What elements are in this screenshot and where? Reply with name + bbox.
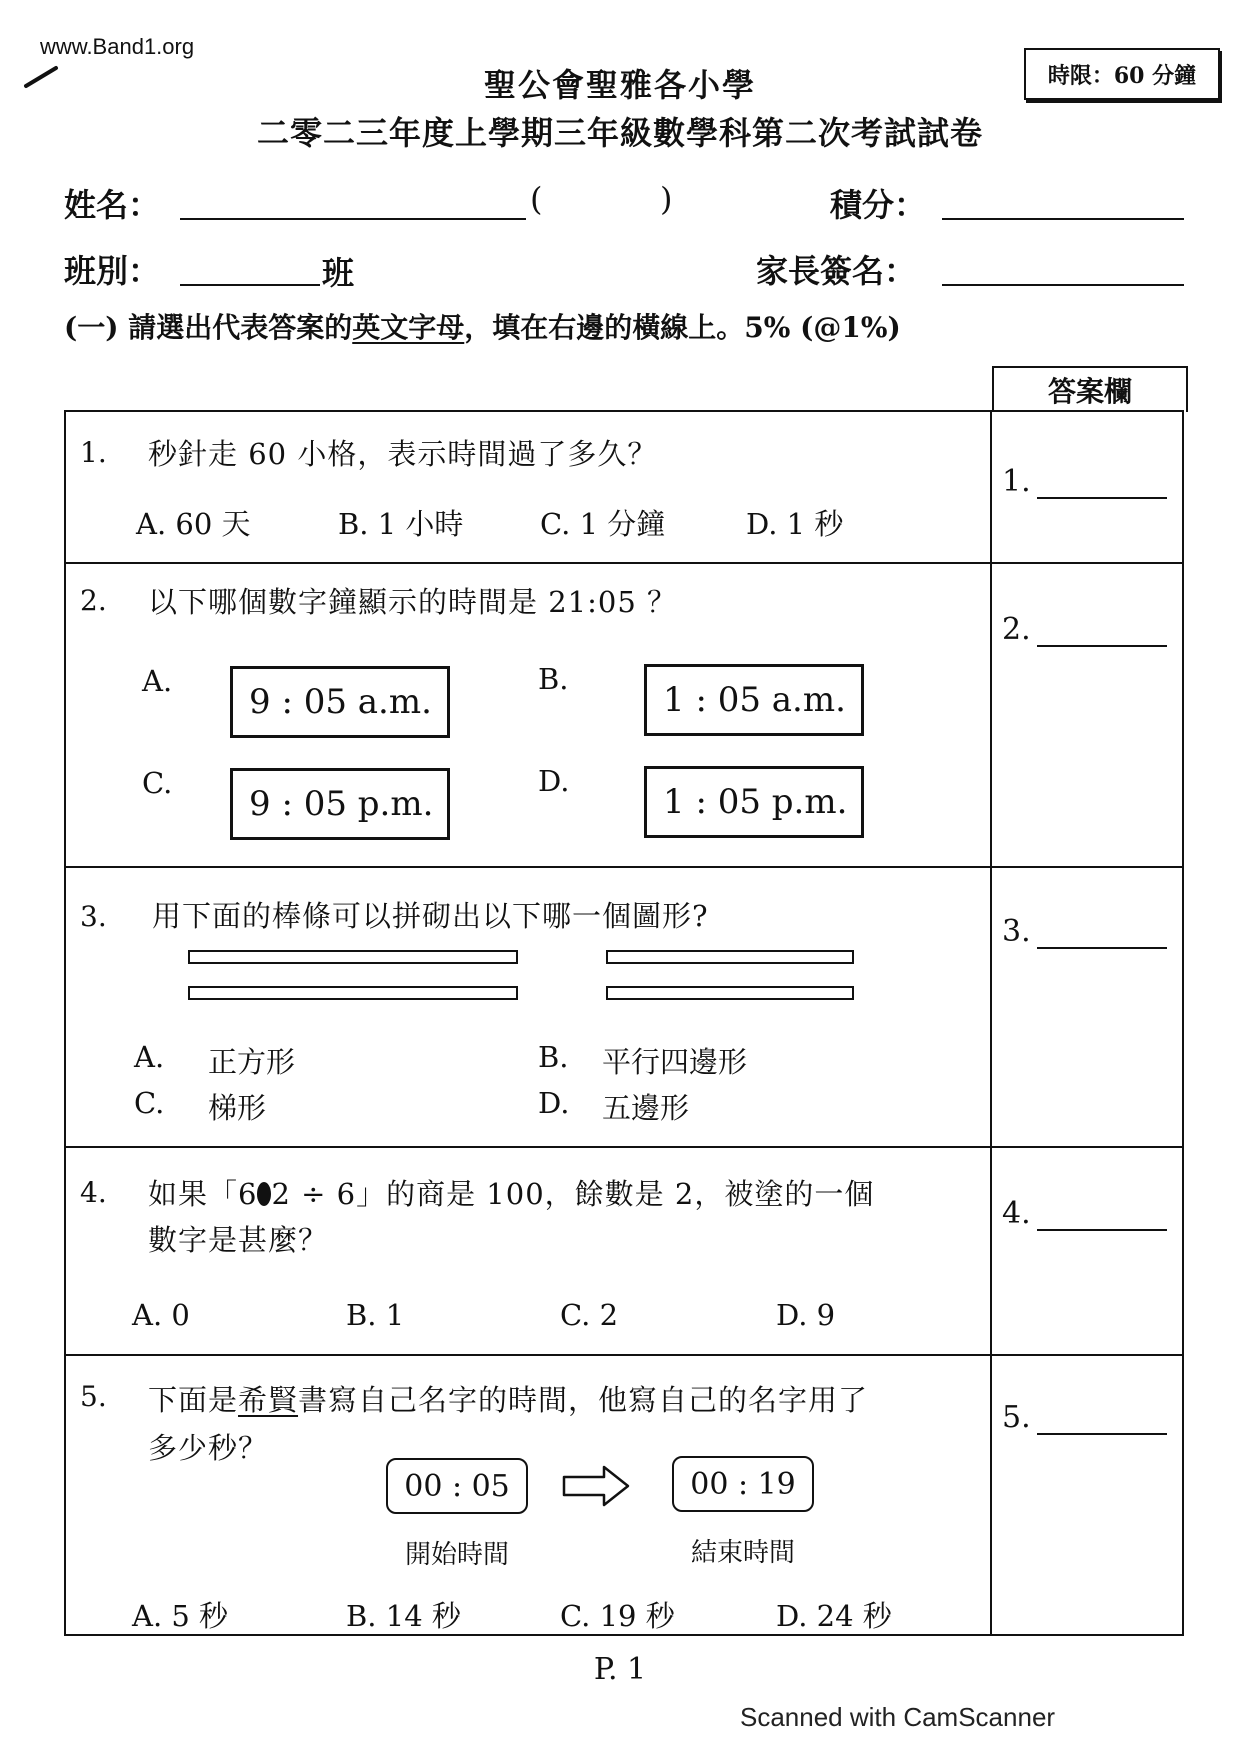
question-3-option-d: 五邊形: [602, 1091, 690, 1125]
time-limit-box: 時限：60 分鐘: [1024, 48, 1220, 100]
arrow-right-icon: [562, 1464, 632, 1508]
question-2-clock-b: 1 : 05 a.m.: [644, 664, 864, 736]
answer-column-header: 答案欄: [992, 366, 1188, 412]
question-5-option-a: A. 5 秒: [132, 1599, 229, 1633]
question-4-option-a: A. 0: [132, 1298, 190, 1332]
question-2-number: 2.: [80, 584, 107, 617]
start-time-display: 00 : 05: [386, 1458, 528, 1514]
page-number: P. 1: [593, 1652, 647, 1687]
watermark-site: www.Band1.org: [40, 34, 195, 59]
score-label: 積分：: [830, 186, 927, 224]
row-divider: [64, 562, 1184, 564]
answer-column-divider: [990, 410, 992, 1636]
question-4-number: 4.: [80, 1176, 107, 1209]
question-2-option-c-letter: C.: [142, 766, 173, 800]
answer-3-blank[interactable]: [1037, 919, 1167, 949]
question-3-option-a: 正方形: [208, 1045, 296, 1079]
question-5-option-d: D. 24 秒: [776, 1599, 892, 1633]
question-5-text-line2: 多少秒？: [148, 1431, 269, 1465]
question-1-option-c: C. 1 分鐘: [540, 507, 666, 541]
question-3-option-b: 平行四邊形: [602, 1045, 748, 1079]
answer-5-blank[interactable]: [1037, 1405, 1167, 1435]
class-number-paren-open: (: [530, 180, 543, 218]
question-2-option-a-letter: A.: [142, 664, 173, 698]
name-line[interactable]: [180, 218, 526, 220]
class-label: 班別：: [64, 252, 161, 290]
row-divider: [64, 1354, 1184, 1356]
question-1-text: 秒針走 60 小格，表示時間過了多久？: [148, 437, 658, 471]
question-2-clock-d: 1 : 05 p.m.: [644, 766, 864, 838]
class-number-paren-close: ): [660, 180, 673, 218]
answer-2[interactable]: 2.: [1002, 612, 1167, 647]
question-5-number: 5.: [80, 1380, 107, 1413]
question-2-clock-c: 9 : 05 p.m.: [230, 768, 450, 840]
question-3-option-c-letter: C.: [134, 1086, 165, 1120]
question-2-option-b-letter: B.: [538, 662, 569, 696]
stick-short: [606, 986, 854, 1000]
question-5-text: 下面是希賢書寫自己名字的時間，他寫自己的名字用了: [148, 1383, 869, 1417]
student-name: 希賢: [238, 1383, 299, 1417]
question-2-text: 以下哪個數字鐘顯示的時間是 21:05 ？: [148, 585, 678, 619]
class-line[interactable]: [180, 284, 320, 286]
school-name: 聖公會聖雅各小學: [483, 66, 756, 104]
stick-short: [606, 950, 854, 964]
question-2-option-d-letter: D.: [538, 764, 570, 798]
row-divider: [64, 866, 1184, 868]
answer-1[interactable]: 1.: [1002, 464, 1167, 499]
question-1-option-b: B. 1 小時: [338, 507, 464, 541]
name-label: 姓名：: [64, 186, 161, 224]
question-5-option-c: C. 19 秒: [560, 1599, 675, 1633]
end-time-display: 00 : 19: [672, 1456, 814, 1512]
answer-3[interactable]: 3.: [1002, 914, 1167, 949]
question-2-clock-a: 9 : 05 a.m.: [230, 666, 450, 738]
scanner-watermark: Scanned with CamScanner: [740, 1702, 1056, 1732]
answer-2-blank[interactable]: [1037, 617, 1167, 647]
answer-4-blank[interactable]: [1037, 1201, 1167, 1231]
class-suffix: 班: [322, 254, 355, 292]
question-4-option-b: B. 1: [346, 1298, 405, 1332]
paper-title: 二零二三年度上學期三年級數學科第二次考試試卷: [256, 114, 983, 152]
end-time-caption: 結束時間: [690, 1538, 795, 1568]
question-4-option-c: C. 2: [560, 1298, 619, 1332]
question-3-option-d-letter: D.: [538, 1086, 570, 1120]
question-3-text: 用下面的棒條可以拼砌出以下哪一個圖形?: [152, 899, 709, 933]
score-line[interactable]: [942, 218, 1184, 220]
answer-1-blank[interactable]: [1037, 469, 1167, 499]
section-instruction: (一) 請選出代表答案的英文字母，填在右邊的橫線上。5% (@1%): [64, 311, 901, 344]
question-3-option-a-letter: A.: [134, 1040, 165, 1074]
row-divider: [64, 1146, 1184, 1148]
question-3-number: 3.: [80, 900, 107, 933]
question-1-option-a: A. 60 天: [136, 507, 251, 541]
question-3-option-c: 梯形: [208, 1091, 267, 1125]
question-4-option-d: D. 9: [776, 1298, 836, 1332]
answer-4[interactable]: 4.: [1002, 1196, 1167, 1231]
parent-signature-line[interactable]: [942, 284, 1184, 286]
start-time-caption: 開始時間: [404, 1540, 509, 1570]
question-1-option-d: D. 1 秒: [746, 507, 844, 541]
question-4-text: 如果「6 2 ÷ 6」的商是 100，餘數是 2，被塗的一個: [148, 1177, 875, 1211]
stick-long: [188, 950, 518, 964]
question-1-number: 1.: [80, 436, 107, 469]
question-5-option-b: B. 14 秒: [346, 1599, 461, 1633]
parent-signature-label: 家長簽名：: [756, 252, 917, 290]
question-3-option-b-letter: B.: [538, 1040, 569, 1074]
answer-5[interactable]: 5.: [1002, 1400, 1167, 1435]
stick-long: [188, 986, 518, 1000]
question-4-text-line2: 數字是甚麼？: [148, 1223, 329, 1257]
covered-digit-icon: [257, 1182, 271, 1206]
section-underlined-term: 英文字母: [352, 311, 465, 344]
